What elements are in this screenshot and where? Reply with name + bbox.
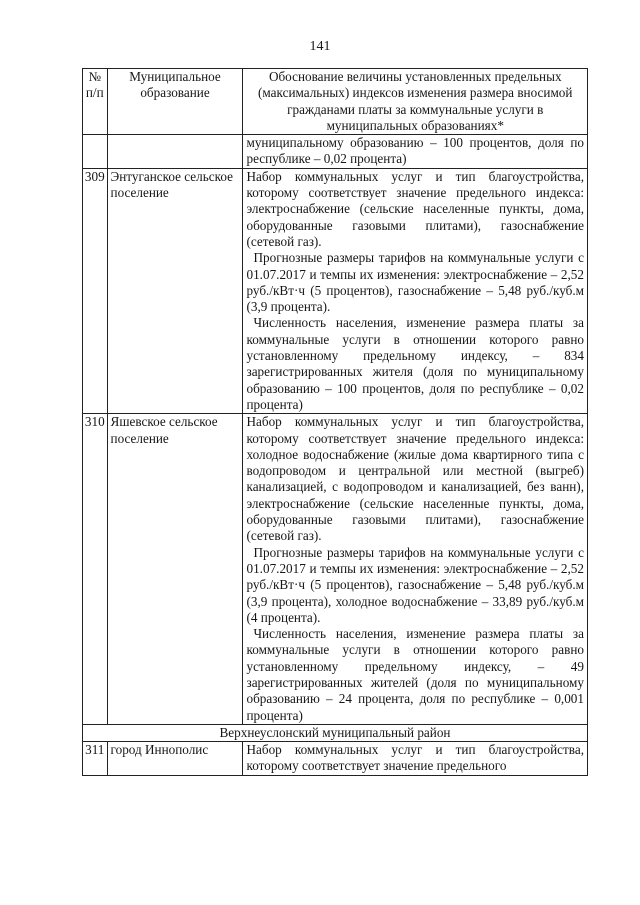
- cell-municipality: [107, 135, 243, 169]
- table-row-311: [83, 742, 588, 776]
- cell-justification: [243, 168, 588, 413]
- header-municipality: Муниципальное образование: [107, 69, 243, 135]
- cell-municipality: Энтуганское сельское поселение: [107, 168, 243, 413]
- justification-paragraph: муниципальному образованию – 100 процентов, доля по республике – 0,02 процента): [246, 135, 584, 167]
- justification-paragraph: Набор коммунальных услуг и тип благоустройства, которому соответствует значение предельного индекса: холодное водоснабжение (жилые дома квартирного типа с водопроводом и центральной или местной (выгреб) канализацией, с водопроводом и канализацией, без ванн), электроснабжение (сельские населенные пункты, дома, оборудованные газовыми плитами), газоснабжение (сетевой газ).: [246, 414, 584, 544]
- cell-justification: [243, 414, 588, 725]
- cell-municipality: Яшевское сельское поселение: [107, 414, 243, 725]
- justification-paragraph: Численность населения, изменение размера платы за коммунальные услуги в отношении которого равно установленному предельному индексу, – 834 зарегистрированных жителя (доля по муниципальному образованию – 100 процентов, доля по республике – 0,02 процента): [246, 315, 584, 412]
- cell-justification: [243, 135, 588, 169]
- header-justification: Обоснование величины установленных предельных (максимальных) индексов изменения размера вносимой гражданами платы за коммунальные услуги в муниципальных образованиях*: [243, 69, 588, 135]
- cell-justification: [243, 742, 588, 776]
- header-num: № п/п: [83, 69, 108, 135]
- justification-paragraph: Прогнозные размеры тарифов на коммунальные услуги с 01.07.2017 и темпы их изменения: электроснабжение – 2,52 руб./кВт·ч (5 процентов), газоснабжение – 5,48 руб./куб.м (3,9 процента).: [246, 250, 584, 315]
- justification-paragraph: Прогнозные размеры тарифов на коммунальные услуги с 01.07.2017 и темпы их изменения: электроснабжение – 2,52 руб./кВт·ч (5 процентов), газоснабжение – 5,48 руб./куб.м (3,9 процента), холодное водоснабжение – 33,89 руб./куб.м (4 процента).: [246, 544, 584, 625]
- justification-paragraph: Набор коммунальных услуг и тип благоустройства, которому соответствует значение предельного индекса: электроснабжение (сельские населенные пункты, дома, оборудованные газовыми плитами), газоснабжение (сетевой газ).: [246, 168, 584, 249]
- cell-num: 310: [83, 414, 108, 725]
- justification-paragraph: Численность населения, изменение размера платы за коммунальные услуги в отношении которого равно установленному предельному индексу, – 49 зарегистрированных жителей (доля по муниципальному образованию – 24 процента, доля по республике – 0,001 процента): [246, 626, 584, 723]
- cell-municipality: город Иннополис: [107, 742, 243, 776]
- region-heading-row: [83, 724, 588, 741]
- table-row-310: [83, 414, 588, 725]
- table-row-continuation: [83, 135, 588, 169]
- cell-num: 311: [83, 742, 108, 776]
- table-header-row: [83, 69, 588, 135]
- region-heading: Верхнеуслонский муниципальный район: [83, 724, 588, 741]
- tariff-index-table: [82, 68, 588, 776]
- page-number: 141: [309, 39, 331, 54]
- cell-num: 309: [83, 168, 108, 413]
- cell-num: [83, 135, 108, 169]
- justification-paragraph: Набор коммунальных услуг и тип благоустройства, которому соответствует значение предельного: [246, 742, 584, 774]
- table-row-309: [83, 168, 588, 413]
